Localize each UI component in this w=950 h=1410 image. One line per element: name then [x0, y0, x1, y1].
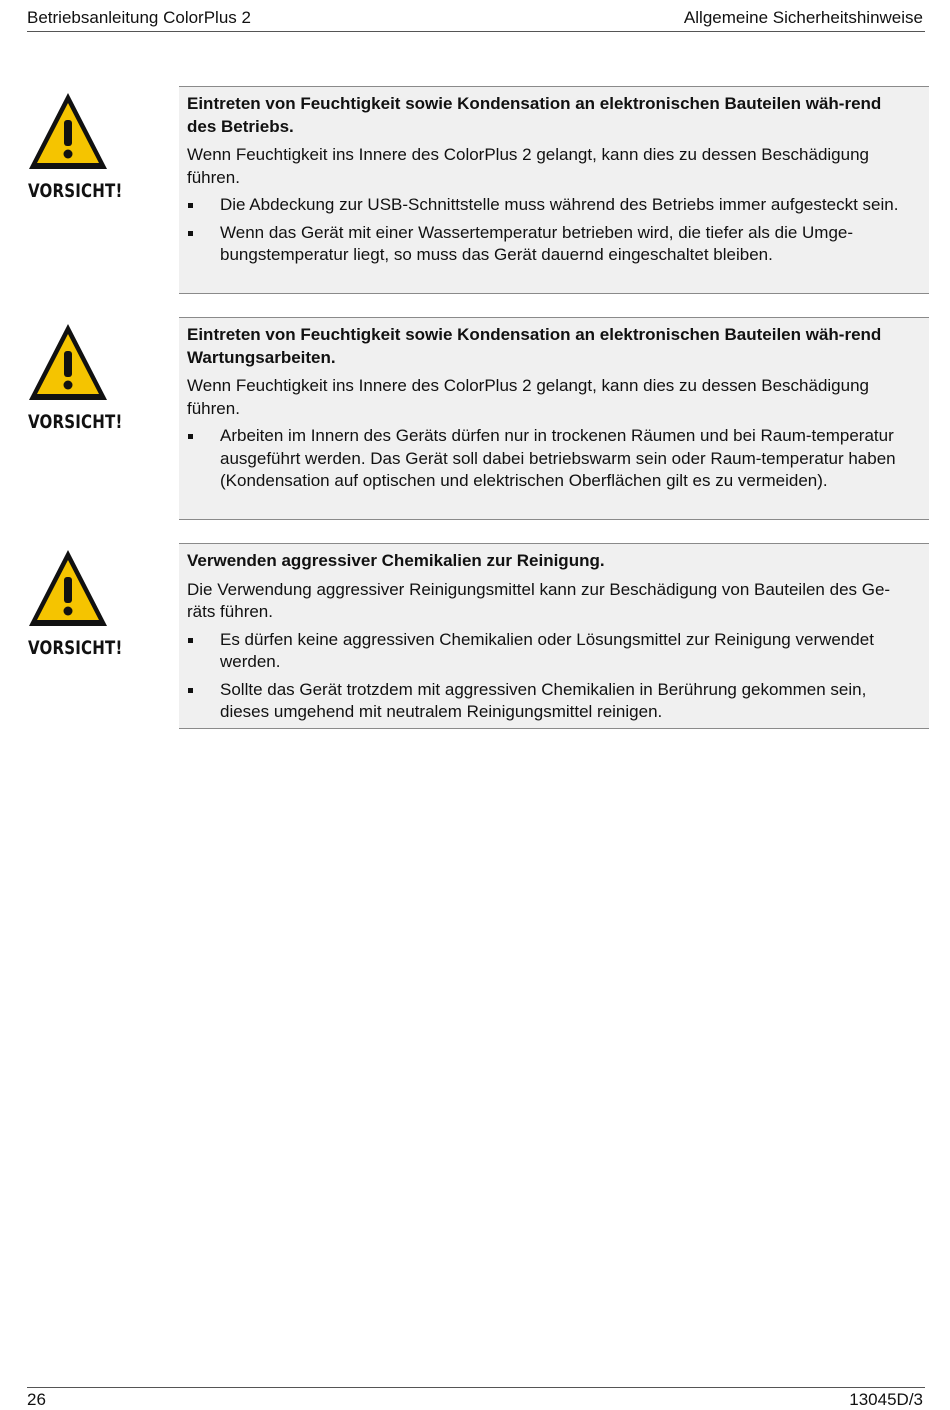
- bullet-icon: [188, 434, 193, 439]
- warning-triangle-icon: [27, 321, 109, 403]
- warning-title: Eintreten von Feuchtigkeit sowie Kondensation an elektronischen Bauteilen wäh-rend Wartungsarbeiten.: [187, 325, 882, 367]
- list-item-text: Arbeiten im Innern des Geräts dürfen nur in trockenen Räumen und bei Raum-temperatur ausgeführt werden. Das Gerät soll dabei betriebswarm sein oder Raum-temperatur haben (Kondensation auf optischen und elektrischen Oberflächen gilt es zu vermeiden).: [220, 426, 896, 490]
- page-number: 26: [27, 1390, 46, 1409]
- list-item-text: Die Abdeckung zur USB-Schnittstelle muss während des Betriebs immer aufgesteckt sein.: [220, 195, 899, 214]
- list-item: [187, 194, 915, 217]
- header-section-title: Allgemeine Sicherheitshinweise: [683, 8, 923, 27]
- warning-box: [179, 317, 929, 520]
- warning-triangle-icon: [27, 547, 109, 629]
- warning-triangle-icon: [27, 90, 109, 172]
- list-item-text: Wenn das Gerät mit einer Wassertemperatur betrieben wird, die tiefer als die Umge-bungstemperatur liegt, so muss das Gerät dauernd eingeschaltet bleiben.: [220, 222, 854, 264]
- page-footer: [27, 1387, 925, 1409]
- list-item: [187, 222, 915, 267]
- list-item: [187, 425, 915, 493]
- list-item-text: Es dürfen keine aggressiven Chemikalien oder Lösungsmittel zur Reinigung verwendet werden.: [220, 629, 874, 671]
- warning-intro: Wenn Feuchtigkeit ins Innere des ColorPlus 2 gelangt, kann dies zu dessen Beschädigung führen.: [187, 145, 870, 187]
- warning-box: [179, 543, 929, 729]
- warning-bullet-list: [187, 425, 915, 493]
- bullet-icon: [188, 231, 193, 236]
- warning-box: [179, 86, 929, 294]
- warning-bullet-list: [187, 629, 915, 724]
- warning-title: Eintreten von Feuchtigkeit sowie Kondensation an elektronischen Bauteilen wäh-rend des Betriebs.: [187, 94, 882, 136]
- bullet-icon: [188, 688, 193, 693]
- warning-bullet-list: [187, 194, 915, 267]
- warning-label: VORSICHT!: [28, 180, 123, 202]
- warning-label: VORSICHT!: [28, 411, 123, 433]
- list-item: [187, 629, 915, 674]
- list-item-text: Sollte das Gerät trotzdem mit aggressiven Chemikalien in Berührung gekommen sein, dieses umgehend mit neutralem Reinigungsmittel reinigen.: [220, 679, 867, 721]
- page-header: [27, 6, 925, 32]
- warning-title: Verwenden aggressiver Chemikalien zur Reinigung.: [187, 551, 605, 570]
- header-document-title: Betriebsanleitung ColorPlus 2: [27, 8, 251, 27]
- document-id: 13045D/3: [849, 1390, 923, 1409]
- list-item: [187, 679, 915, 724]
- bullet-icon: [188, 203, 193, 208]
- warning-label: VORSICHT!: [28, 637, 123, 659]
- bullet-icon: [188, 638, 193, 643]
- warning-intro: Die Verwendung aggressiver Reinigungsmittel kann zur Beschädigung von Bauteilen des Ge-räts führen.: [187, 579, 891, 621]
- warning-intro: Wenn Feuchtigkeit ins Innere des ColorPlus 2 gelangt, kann dies zu dessen Beschädigung führen.: [187, 376, 870, 418]
